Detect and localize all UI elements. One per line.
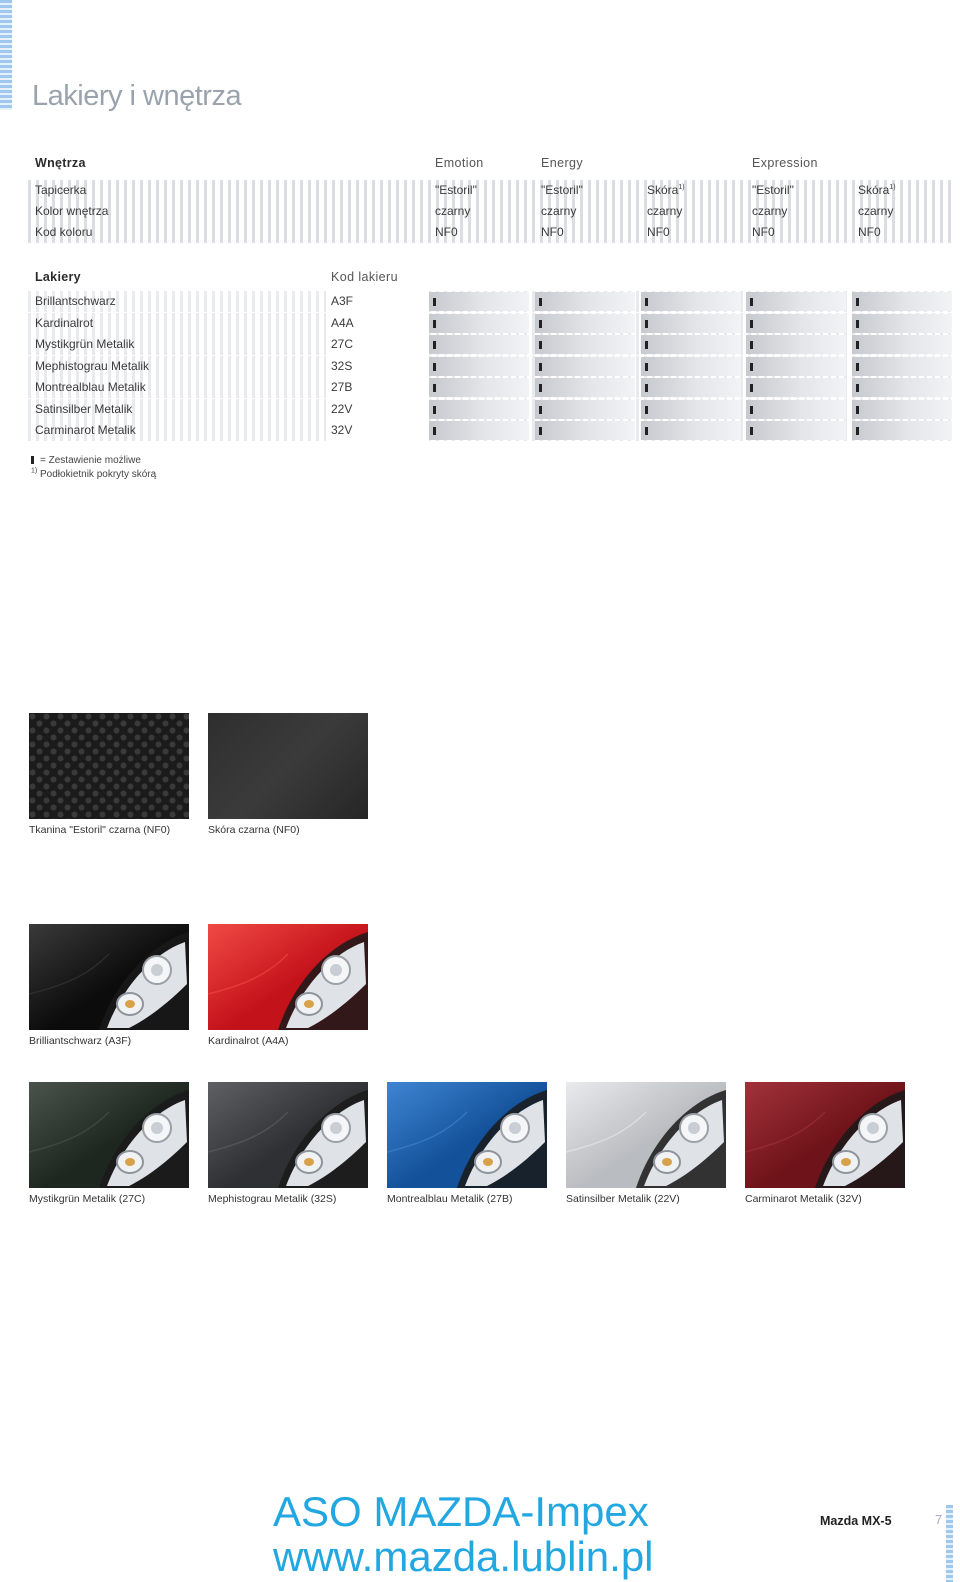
interior-cell-value: czarny: [647, 204, 683, 218]
availability-mark: [750, 406, 753, 414]
paint-code: 27B: [326, 377, 429, 398]
paint-code: 22V: [326, 399, 429, 420]
availability-mark: [433, 363, 436, 371]
availability-mark: [433, 298, 436, 306]
paint-name: Montrealblau Metalik: [35, 380, 146, 394]
interior-cell: [647, 201, 682, 222]
interior-section-label: Wnętrza: [35, 156, 86, 170]
paint-swatch-image: [745, 1082, 905, 1188]
availability-cell: [535, 421, 635, 440]
interior-row: [28, 222, 956, 243]
leather-swatch: [208, 713, 368, 819]
availability-cell: [746, 378, 846, 397]
availability-mark: [750, 298, 753, 306]
trim-emotion: Emotion: [435, 156, 484, 170]
interior-row: [28, 180, 956, 201]
interior-cell-value: NF0: [541, 225, 564, 239]
availability-mark: [433, 384, 436, 392]
interior-cell: [435, 201, 470, 222]
legend-possible: = Zestawienie możliwe: [31, 455, 141, 466]
interior-cell: [541, 222, 564, 243]
availability-mark: [645, 427, 648, 435]
availability-mark: [539, 406, 542, 414]
interior-row-label: Tapicerka: [35, 183, 87, 197]
availability-cell: [429, 378, 529, 397]
availability-cell: [641, 400, 741, 419]
availability-cell: [852, 357, 952, 376]
paints-section-label: Lakiery: [35, 270, 81, 284]
availability-mark: [433, 320, 436, 328]
availability-cell: [852, 292, 952, 311]
paint-swatch-caption: Carminarot Metalik (32V): [745, 1193, 862, 1205]
availability-mark: [539, 320, 542, 328]
interior-cell-value: "Estoril": [752, 183, 794, 197]
paint-swatch-image: [208, 924, 368, 1030]
interior-cell-value: czarny: [752, 204, 788, 218]
model-name: Mazda MX-5: [820, 1514, 892, 1528]
availability-cell: [852, 400, 952, 419]
fabric-estoril-caption: Tkanina "Estoril" czarna (NF0): [29, 824, 171, 836]
availability-mark: [856, 363, 859, 371]
paint-name: Brillantschwarz: [35, 294, 116, 308]
availability-cell: [641, 378, 741, 397]
paint-swatch-caption: Satinsilber Metalik (22V): [566, 1193, 680, 1205]
availability-mark: [645, 384, 648, 392]
interior-cell-value: czarny: [435, 204, 471, 218]
paint-code: 32S: [326, 356, 429, 377]
paint-name: Satinsilber Metalik: [35, 401, 133, 416]
interior-cell: [541, 201, 576, 222]
paint-swatch-image: [29, 924, 189, 1030]
interior-cell: [752, 180, 794, 201]
page-number: 7: [935, 1512, 943, 1527]
interior-cell-value: NF0: [647, 225, 670, 239]
dealer-name: ASO MAZDA-Impex: [273, 1488, 649, 1535]
availability-cell: [535, 378, 635, 397]
availability-mark: [539, 341, 542, 349]
paint-name: Carminarot Metalik: [35, 423, 136, 437]
availability-cell: [641, 335, 741, 354]
availability-mark: [856, 427, 859, 435]
footnote-marker: 1): [889, 184, 896, 191]
interior-cell: [541, 180, 583, 201]
interior-cell: [647, 222, 670, 243]
paint-name: Mystikgrün Metalik: [35, 337, 135, 351]
interior-cell-value: Skóra: [647, 183, 679, 197]
availability-cell: [746, 314, 846, 333]
availability-mark: [433, 341, 436, 349]
availability-mark: [856, 298, 859, 306]
availability-mark: [645, 406, 648, 414]
paint-row: [28, 334, 956, 355]
dealer-website[interactable]: www.mazda.lublin.pl: [273, 1533, 654, 1580]
availability-cell: [535, 314, 635, 333]
paint-code-label: Kod lakieru: [331, 270, 398, 284]
interior-cell: [435, 180, 477, 201]
availability-mark: [856, 384, 859, 392]
fabric-estoril-swatch: [29, 713, 189, 819]
paint-code: A3F: [326, 291, 429, 312]
availability-mark: [750, 320, 753, 328]
availability-cell: [429, 292, 529, 311]
leather-caption: Skóra czarna (NF0): [208, 824, 300, 836]
availability-cell: [429, 357, 529, 376]
availability-cell: [535, 292, 635, 311]
interior-row-label: Kod koloru: [35, 225, 93, 239]
paint-code: A4A: [326, 313, 429, 334]
interior-cell-value: NF0: [858, 225, 881, 239]
availability-mark: [856, 341, 859, 349]
availability-cell: [535, 357, 635, 376]
availability-mark: [856, 320, 859, 328]
availability-cell: [641, 421, 741, 440]
legend-footnote: $^{1)}$ Podłokietnik pokryty skórą: [31, 467, 157, 480]
availability-mark: [645, 363, 648, 371]
page-title: Lakiery i wnętrza: [32, 80, 242, 112]
corner-accent-strip: [0, 0, 12, 110]
availability-mark: [856, 406, 859, 414]
trim-expression: Expression: [752, 156, 818, 170]
paint-swatch-caption: Mephistograu Metalik (32S): [208, 1193, 337, 1205]
availability-mark: [539, 298, 542, 306]
availability-cell: [746, 400, 846, 419]
availability-cell: [429, 421, 529, 440]
availability-cell: [429, 400, 529, 419]
availability-cell: [641, 292, 741, 311]
availability-mark: [539, 363, 542, 371]
availability-mark: [539, 427, 542, 435]
availability-mark: [645, 320, 648, 328]
availability-cell: [746, 357, 846, 376]
availability-cell: [641, 357, 741, 376]
paint-swatch-caption: Brilliantschwarz (A3F): [29, 1035, 132, 1047]
interior-cell: [435, 222, 458, 243]
availability-cell: [746, 335, 846, 354]
interior-cell: [752, 222, 775, 243]
availability-mark: [539, 384, 542, 392]
availability-mark: [31, 456, 34, 464]
availability-cell: [429, 335, 529, 354]
availability-mark: [750, 341, 753, 349]
availability-cell: [429, 314, 529, 333]
availability-mark: [645, 341, 648, 349]
availability-mark: [433, 406, 436, 414]
availability-cell: [535, 335, 635, 354]
paint-swatch-image: [208, 1082, 368, 1188]
availability-mark: [433, 427, 436, 435]
availability-cell: [535, 400, 635, 419]
availability-cell: [746, 421, 846, 440]
interior-cell: [647, 180, 685, 201]
paint-row: [28, 399, 956, 420]
paint-row: [28, 356, 956, 377]
interior-cell-value: "Estoril": [541, 183, 583, 197]
availability-cell: [852, 421, 952, 440]
paint-row: [28, 377, 956, 398]
trim-energy: Energy: [541, 156, 584, 170]
interior-cell-value: Skóra: [858, 183, 890, 197]
interior-cell-value: NF0: [435, 225, 458, 239]
footnote-marker: 1): [678, 184, 685, 191]
interior-cell-value: czarny: [541, 204, 577, 218]
availability-cell: [746, 292, 846, 311]
paint-swatch-image: [387, 1082, 547, 1188]
availability-cell: [852, 335, 952, 354]
footer-accent-strip: [946, 1505, 953, 1582]
paint-swatch-caption: Mystikgrün Metalik (27C): [29, 1193, 146, 1205]
availability-mark: [645, 298, 648, 306]
paint-name: Mephistograu Metalik: [35, 358, 150, 373]
paint-code: 27C: [326, 334, 429, 355]
interior-cell: [858, 201, 893, 222]
interior-row-label: Kolor wnętrza: [35, 204, 109, 218]
availability-cell: [852, 378, 952, 397]
availability-cell: [852, 314, 952, 333]
availability-mark: [750, 384, 753, 392]
paint-swatch-caption: Kardinalrot (A4A): [208, 1035, 289, 1047]
interior-cell: [858, 180, 896, 201]
availability-cell: [641, 314, 741, 333]
paint-name: Kardinalrot: [35, 315, 94, 330]
interior-cell-value: "Estoril": [435, 183, 477, 197]
paint-code: 32V: [326, 420, 429, 441]
interior-cell-value: czarny: [858, 204, 894, 218]
paint-row: [28, 291, 956, 312]
interior-cell-value: NF0: [752, 225, 775, 239]
availability-mark: [750, 363, 753, 371]
paint-row: [28, 313, 956, 334]
availability-mark: [750, 427, 753, 435]
interior-cell: [752, 201, 787, 222]
interior-row: [28, 201, 956, 222]
interior-cell: [858, 222, 881, 243]
paint-swatch-image: [566, 1082, 726, 1188]
paint-row: [28, 420, 956, 441]
paint-swatch-image: [29, 1082, 189, 1188]
paint-swatch-caption: Montrealblau Metalik (27B): [387, 1193, 513, 1205]
